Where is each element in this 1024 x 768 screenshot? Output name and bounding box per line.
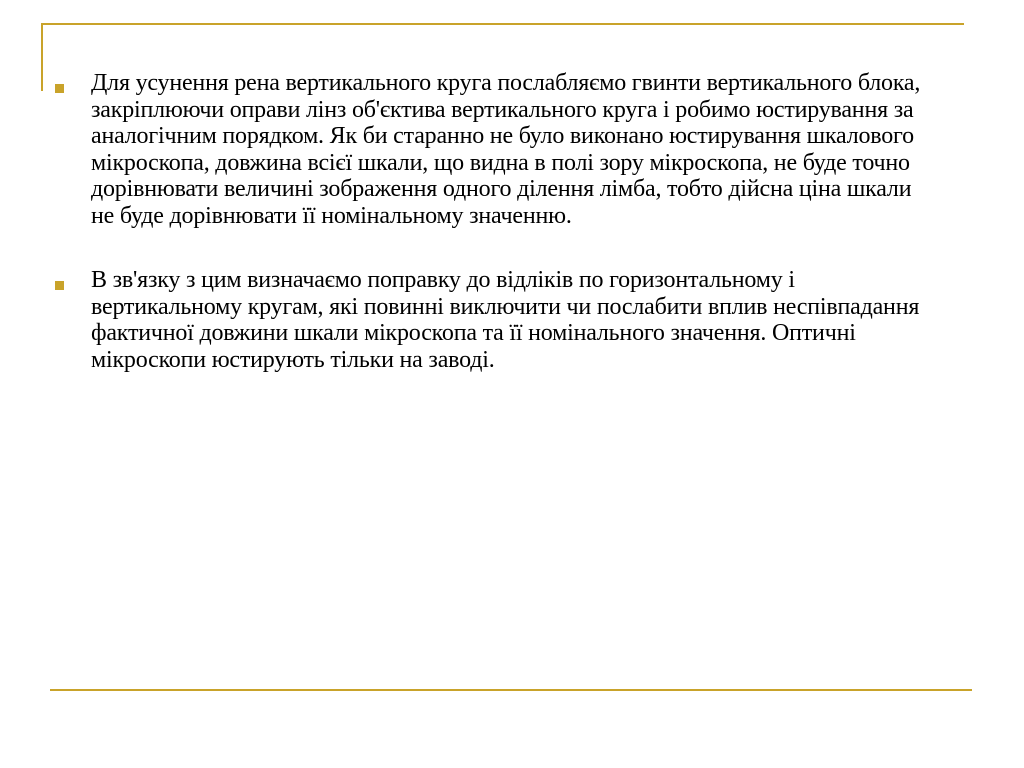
- frame-left-line: [41, 23, 43, 91]
- bullet-item: [52, 70, 932, 229]
- frame-bottom-line: [50, 689, 972, 691]
- bullet-list: [52, 70, 932, 373]
- bullet-text: В зв'язку з цим визначаємо поправку до відліків по горизонтальному і вертикальному кругам, які повинні виключити чи послабити вплив неспівпадання фактичної довжини шкали мікроскопа та її номінального значення. Оптичні мікроскопи юстирують тільки на заводі.: [91, 267, 920, 373]
- frame-top-line: [41, 23, 964, 25]
- square-bullet-icon: [55, 281, 64, 290]
- square-bullet-icon: [55, 84, 64, 93]
- bullet-item: [52, 267, 932, 373]
- bullet-text: Для усунення рена вертикального круга послабляємо гвинти вертикального блока, закріплюючи оправи лінз об'єктива вертикального круга і робимо юстирування за аналогічним порядком. Як би старанно не було виконано юстирування шкалового мікроскопа, довжина всієї шкали, що видна в полі зору мікроскопа, не буде точно дорівнювати величині зображення одного ділення лімба, тобто дійсна ціна шкали не буде дорівнювати її номінальному значенню.: [91, 70, 921, 229]
